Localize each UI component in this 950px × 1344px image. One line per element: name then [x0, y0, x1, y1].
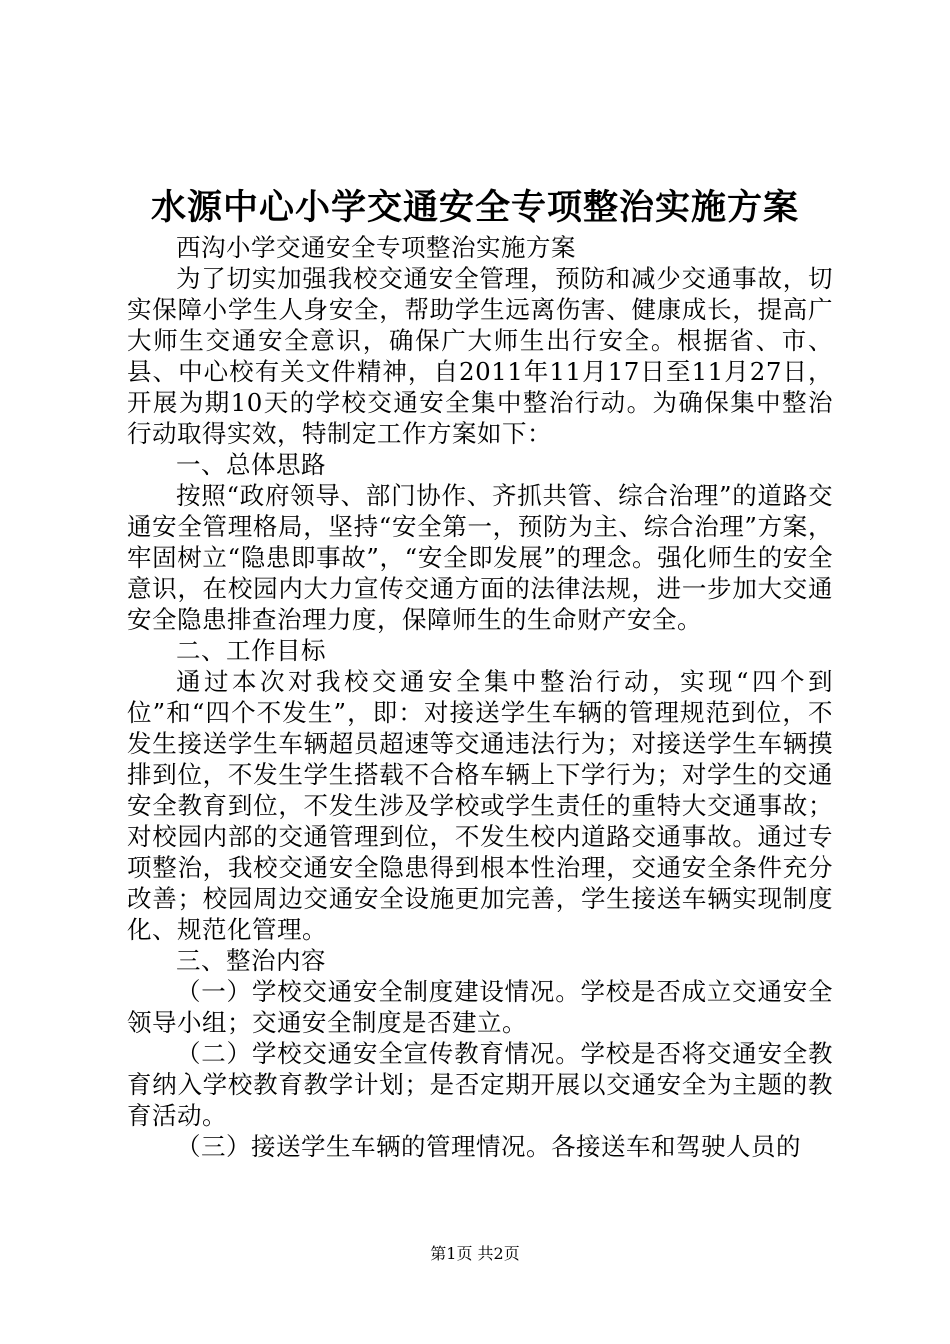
- subtitle-paragraph: 西沟小学交通安全专项整治实施方案: [176, 233, 576, 262]
- section-heading-1: 一、总体思路: [176, 450, 326, 479]
- page-footer: 第1页 共2页: [430, 1244, 520, 1263]
- section-paragraph-1: 按照“政府领导、部门协作、齐抓共管、综合治理”的道路交通安全管理格局，坚持“安全第一，预防为主、综合治理”方案，牢固树立“隐患即事故”，“安全即发展”的理念。强化师生的安全意识，在校园内大力宣传交通方面的法律法规，进一步加大交通安全隐患排查治理力度，保障师生的生命财产安全。: [127, 481, 833, 634]
- section-paragraph-2: 通过本次对我校交通安全集中整治行动，实现“四个到位”和“四个不发生”，即：对接送学生车辆的管理规范到位，不发生接送学生车辆超员超速等交通违法行为；对接送学生车辆摸排到位，不发生学生搭载不合格车辆上下学行为；对学生的交通安全教育到位，不发生涉及学校或学生责任的重特大交通事故；对校园内部的交通管理到位，不发生校内道路交通事故。通过专项整治，我校交通安全隐患得到根本性治理，交通安全条件充分改善；校园周边交通安全设施更加完善，学生接送车辆实现制度化、规范化管理。: [127, 667, 833, 944]
- document-body: [127, 232, 833, 1162]
- section-heading-2: 二、工作目标: [176, 636, 326, 665]
- content-item-1: （一）学校交通安全制度建设情况。学校是否成立交通安全领导小组；交通安全制度是否建立。: [127, 977, 833, 1037]
- content-item-2: （二）学校交通安全宣传教育情况。学校是否将交通安全教育纳入学校教育教学计划；是否定期开展以交通安全为主题的教育活动。: [127, 1039, 833, 1130]
- section-heading-3: 三、整治内容: [176, 946, 326, 975]
- intro-paragraph: 为了切实加强我校交通安全管理，预防和减少交通事故，切实保障小学生人身安全，帮助学生远离伤害、健康成长，提高广大师生交通安全意识，确保广大师生出行安全。根据省、市、县、中心校有关文件精神，自2011年11月17日至11月27日，开展为期10天的学校交通安全集中整治行动。为确保集中整治行动取得实效，特制定工作方案如下：: [127, 264, 833, 448]
- content-item-3: （三）接送学生车辆的管理情况。各接送车和驾驶人员的: [176, 1132, 801, 1161]
- document-title: 水源中心小学交通安全专项整治实施方案: [150, 187, 799, 228]
